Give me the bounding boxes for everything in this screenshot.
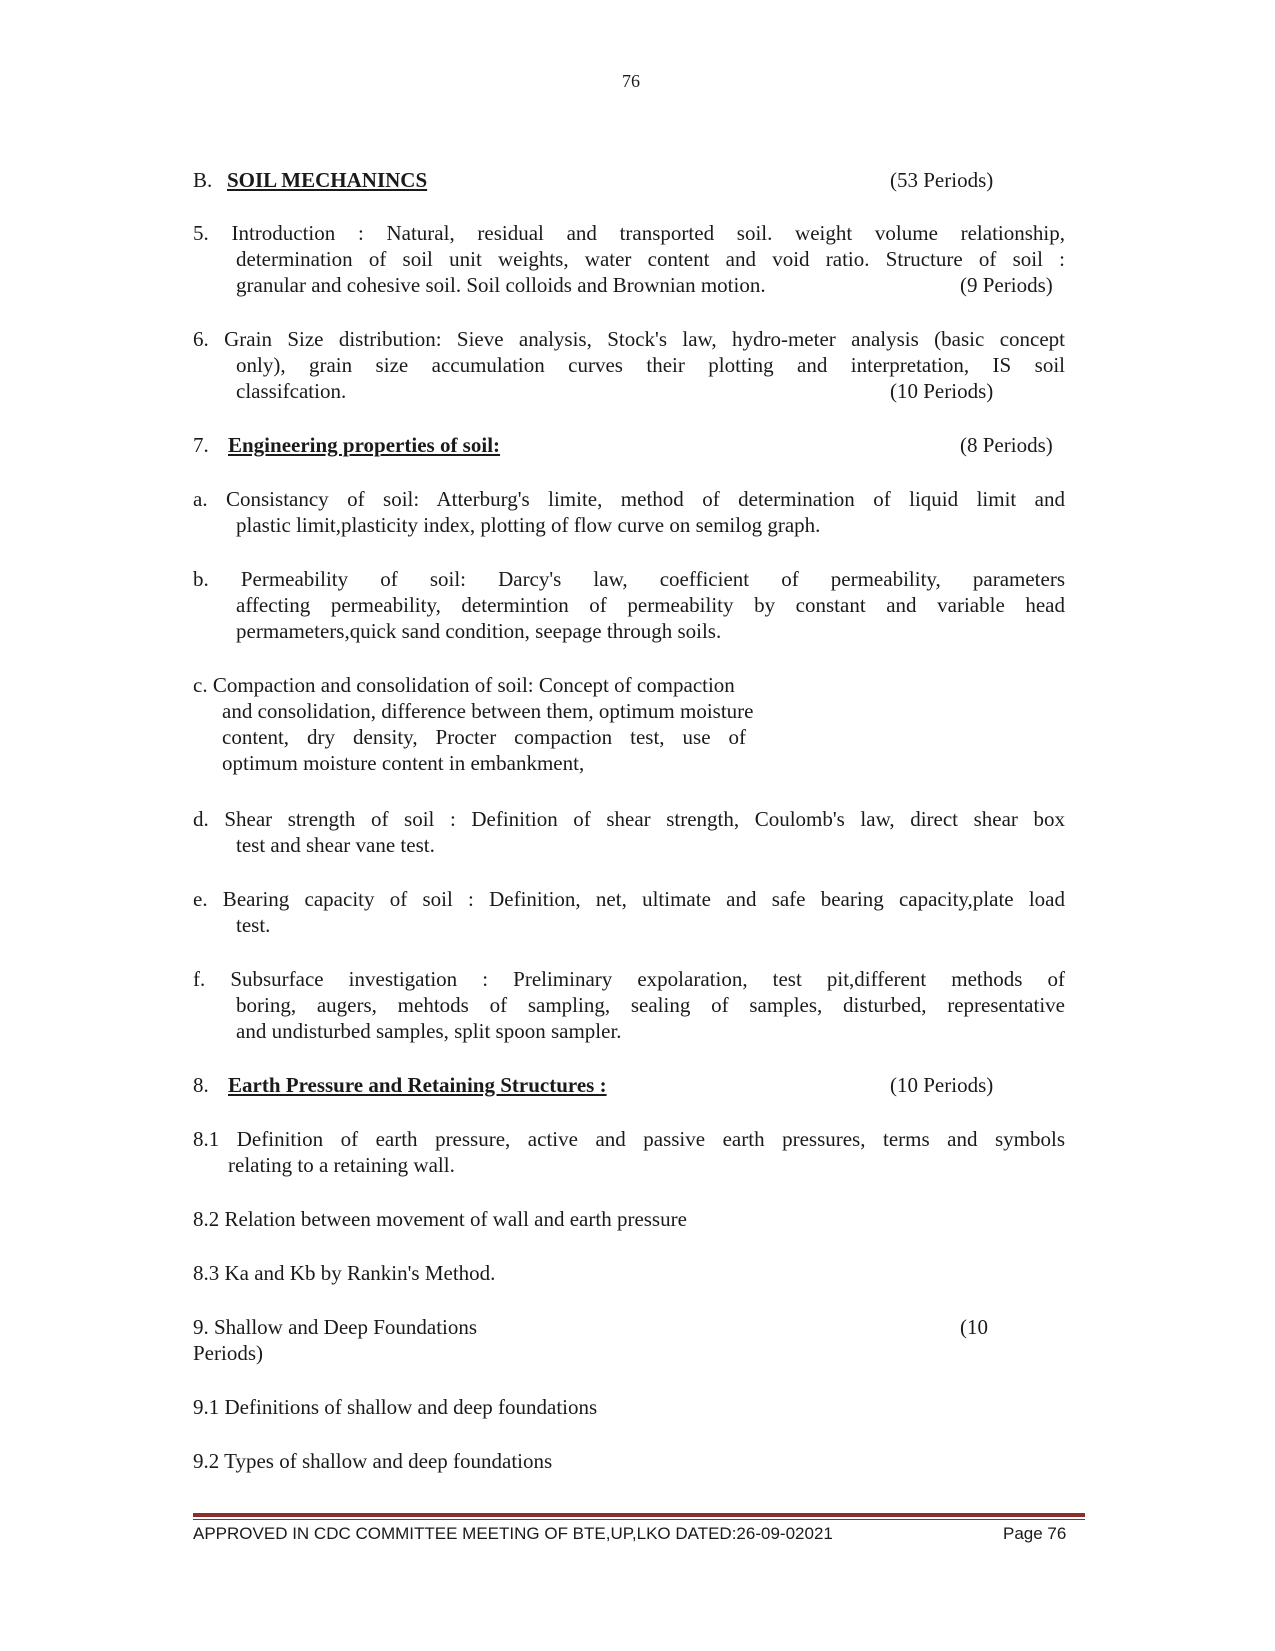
section-b-title: SOIL MECHANINCS [227, 168, 428, 192]
footer-rule-thick [193, 1513, 1085, 1517]
item5-periods: (9 Periods) [960, 273, 1053, 297]
footer-page: Page 76 [1003, 1524, 1067, 1543]
item7b-line3: permameters,quick sand condition, seepage through soils. [236, 619, 722, 643]
item7e-line1: e. Bearing capacity of soil : Definition, net, ultimate and safe bearing capacity,plate load [193, 887, 1065, 911]
item5-line3: granular and cohesive soil. Soil colloids and Brownian motion. [236, 273, 766, 297]
item7b-line1: b. Permeability of soil: Darcy's law, coefficient of permeability, parameters [193, 567, 1065, 591]
item8-periods: (10 Periods) [890, 1073, 994, 1097]
item7f-line2: boring, augers, mehtods of sampling, sealing of samples, disturbed, representative [236, 993, 1065, 1017]
item9-periods-a: (10 [960, 1315, 988, 1339]
item7e-line2: test. [236, 913, 271, 937]
item7-title: Engineering properties of soil: [228, 433, 501, 457]
page-number-top: 76 [622, 71, 640, 91]
item7b-line2: affecting permeability, determintion of permeability by constant and variable head [236, 593, 1065, 617]
item5-line1: 5. Introduction : Natural, residual and transported soil. weight volume relationship, [193, 221, 1065, 245]
item7f-line3: and undisturbed samples, split spoon sampler. [236, 1019, 622, 1043]
footer-approval: APPROVED IN CDC COMMITTEE MEETING OF BTE,UP,LKO DATED:26-09-02021 [193, 1524, 833, 1543]
item7a-line2: plastic limit,plasticity index, plotting of flow curve on semilog graph. [236, 513, 821, 537]
item8-3: 8.3 Ka and Kb by Rankin's Method. [193, 1261, 496, 1285]
item7c-line3: content, dry density, Procter compaction test, use of [222, 725, 746, 749]
item7c-line1: c. Compaction and consolidation of soil: Concept of compaction [193, 673, 735, 697]
item7-prefix: 7. [193, 433, 209, 457]
item6-line2: only), grain size accumulation curves their plotting and interpretation, IS soil [236, 353, 1065, 377]
item7d-line1: d. Shear strength of soil : Definition of shear strength, Coulomb's law, direct shear box [193, 807, 1065, 831]
item6-line1: 6. Grain Size distribution: Sieve analysis, Stock's law, hydro-meter analysis (basic concept [193, 327, 1065, 351]
item7a-line1: a. Consistancy of soil: Atterburg's limite, method of determination of liquid limit and [193, 487, 1065, 511]
item7f-line1: f. Subsurface investigation : Preliminary expolaration, test pit,different methods of [193, 967, 1065, 991]
item5-line2: determination of soil unit weights, water content and void ratio. Structure of soil : [236, 247, 1065, 271]
item6-line3: classifcation. [236, 379, 347, 403]
footer-rule-thin [193, 1519, 1085, 1520]
item7c-line2: and consolidation, difference between them, optimum moisture [222, 699, 754, 723]
item9-title: 9. Shallow and Deep Foundations [193, 1315, 478, 1339]
item7d-line2: test and shear vane test. [236, 833, 435, 857]
section-b-prefix: B. [193, 168, 213, 192]
item8-1-line1: 8.1 Definition of earth pressure, active and passive earth pressures, terms and symbols [193, 1127, 1065, 1151]
item8-prefix: 8. [193, 1073, 209, 1097]
item9-periods-b: Periods) [193, 1341, 263, 1365]
section-b-periods: (53 Periods) [890, 168, 994, 192]
item8-2: 8.2 Relation between movement of wall and earth pressure [193, 1207, 687, 1231]
item7-periods: (8 Periods) [960, 433, 1053, 457]
item7c-line4: optimum moisture content in embankment, [222, 751, 585, 775]
item9-1: 9.1 Definitions of shallow and deep foundations [193, 1395, 598, 1419]
item8-1-line2: relating to a retaining wall. [228, 1153, 455, 1177]
item9-2: 9.2 Types of shallow and deep foundations [193, 1449, 553, 1473]
item8-title: Earth Pressure and Retaining Structures : [228, 1073, 607, 1097]
item6-periods: (10 Periods) [890, 379, 994, 403]
